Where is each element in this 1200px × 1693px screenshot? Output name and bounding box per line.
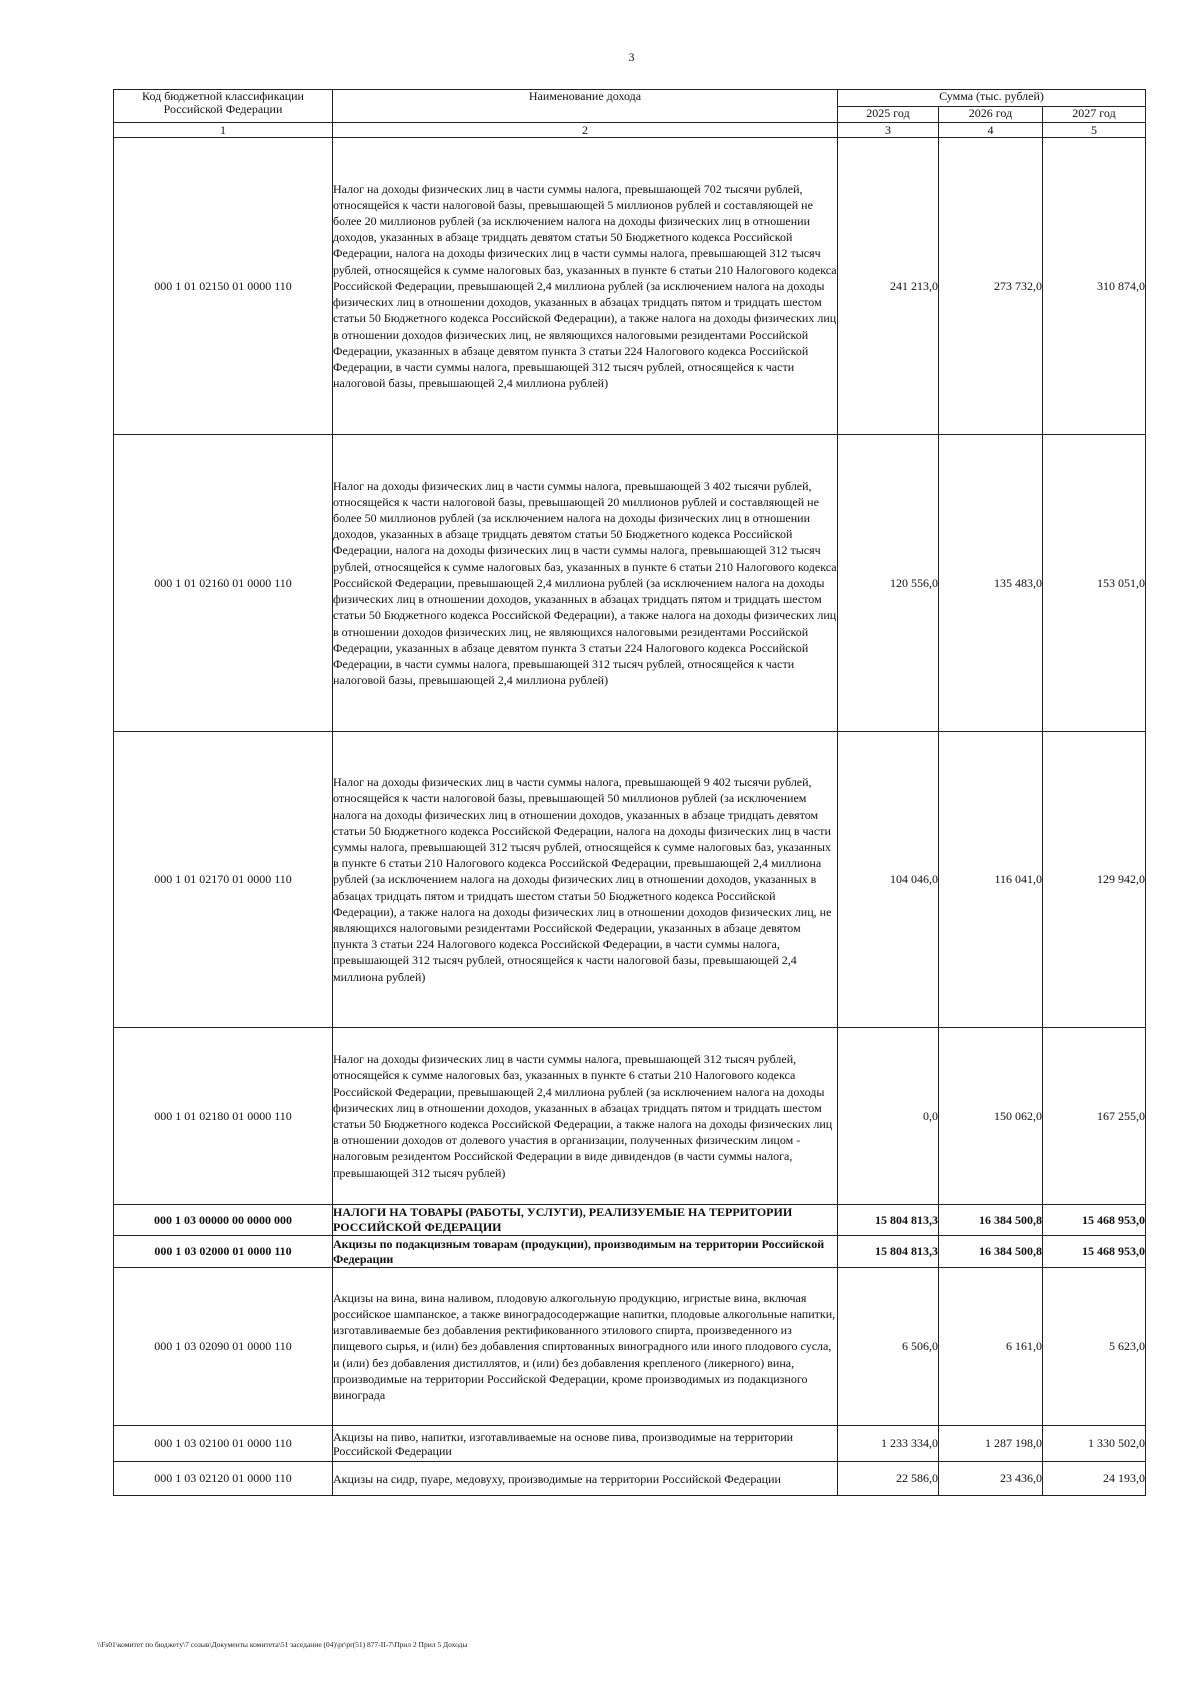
table-row — [114, 1205, 1146, 1236]
row-amount-2027: 1 330 502,0 — [1043, 1426, 1146, 1462]
table-row — [114, 732, 1146, 1028]
footer-file-path: \\Fs01\комитет по бюджету\7 созыв\Документы комитета\51 заседание (04)\pr\pr(51) 877-II-7\Прил 2 Прил 5 Доходы — [97, 1640, 468, 1649]
header-year-2025: 2025 год — [838, 106, 939, 123]
header-year-2026: 2026 год — [939, 106, 1043, 123]
row-amount-2025: 241 213,0 — [838, 138, 939, 435]
row-amount-2027: 129 942,0 — [1043, 732, 1146, 1028]
header-code: Код бюджетной классификации Российской Федерации — [114, 90, 333, 123]
header-sum-group: Сумма (тыс. рублей) — [838, 90, 1146, 107]
column-number-3: 3 — [838, 123, 939, 138]
row-code: 000 1 01 02160 01 0000 110 — [114, 435, 333, 732]
row-name: Акцизы на пиво, напитки, изготавливаемые на основе пива, производимые на территории Российской Федерации — [333, 1426, 838, 1462]
row-name: Акцизы на вина, вина наливом, плодовую алкогольную продукцию, игристые вина, включая российское шампанское, а также виноградосодержащие напитки, плодовые алкогольные напитки, изготавливаемые без добавления ректификованного этилового спирта, произведенного из пищевого сырья, и (или) без добавления спиртованных виноградного или иного плодового сусла, и (или) без добавления дистиллятов, и (или) без добавления крепленого (ликерного) вина, производимые на территории Российской Федерации, кроме производимых из подакцизного винограда — [333, 1268, 838, 1426]
row-code: 000 1 03 00000 00 0000 000 — [114, 1205, 333, 1236]
row-amount-2026: 16 384 500,8 — [939, 1236, 1043, 1268]
header-name: Наименование дохода — [333, 90, 838, 123]
header-year-2027: 2027 год — [1043, 106, 1146, 123]
row-amount-2025: 120 556,0 — [838, 435, 939, 732]
row-name: Налог на доходы физических лиц в части суммы налога, превышающей 3 402 тысячи рублей, относящейся к части налоговой базы, превышающей 20 миллионов рублей и составляющей не более 50 миллионов рублей (за исключением налога на доходы физических лиц в отношении доходов, указанных в абзаце тридцать девятом статьи 50 Бюджетного кодекса Российской Федерации, налога на доходы физических лиц в части суммы налога, превышающей 312 тысяч рублей, относящейся к сумме налоговых баз, указанных в пункте 6 статьи 210 Налогового кодекса Российской Федерации, превышающей 2,4 миллиона рублей (за исключением налога на доходы физических лиц в отношении доходов, указанных в абзацах тридцать пятом и тридцать шестом статьи 50 Бюджетного кодекса Российской Федерации), а также налога на доходы физических лиц в отношении доходов физических лиц, не являющихся налоговыми резидентами Российской Федерации, указанных в абзаце девятом пункта 3 статьи 224 Налогового кодекса Российской Федерации, в части суммы налога, превышающей 312 тысяч рублей, относящейся к части налоговой базы, превышающей 2,4 миллиона рублей) — [333, 435, 838, 732]
budget-revenue-table — [113, 89, 1146, 1496]
row-amount-2027: 15 468 953,0 — [1043, 1205, 1146, 1236]
row-amount-2025: 22 586,0 — [838, 1462, 939, 1496]
row-amount-2026: 23 436,0 — [939, 1462, 1043, 1496]
table-row — [114, 1028, 1146, 1205]
column-number-row — [114, 123, 1146, 138]
column-number-1: 1 — [114, 123, 333, 138]
column-number-2: 2 — [333, 123, 838, 138]
row-name: Налог на доходы физических лиц в части суммы налога, превышающей 702 тысячи рублей, относящейся к части налоговой базы, превышающей 5 миллионов рублей и составляющей не более 20 миллионов рублей (за исключением налога на доходы физических лиц в отношении доходов, указанных в абзаце тридцать девятом статьи 50 Бюджетного кодекса Российской Федерации, налога на доходы физических лиц в части суммы налога, превышающей 312 тысяч рублей, относящейся к сумме налоговых баз, указанных в пункте 6 статьи 210 Налогового кодекса Российской Федерации, превышающей 2,4 миллиона рублей (за исключением налога на доходы физических лиц в отношении доходов, указанных в абзацах тридцать пятом и тридцать шестом статьи 50 Бюджетного кодекса Российской Федерации), а также налога на доходы физических лиц в отношении доходов физических лиц, не являющихся налоговыми резидентами Российской Федерации, указанных в абзаце девятом пункта 3 статьи 224 Налогового кодекса Российской Федерации, в части суммы налога, превышающей 312 тысяч рублей, относящейся к части налоговой базы, превышающей 2,4 миллиона рублей) — [333, 138, 838, 435]
row-amount-2026: 135 483,0 — [939, 435, 1043, 732]
row-amount-2027: 24 193,0 — [1043, 1462, 1146, 1496]
row-code: 000 1 03 02000 01 0000 110 — [114, 1236, 333, 1268]
row-amount-2027: 15 468 953,0 — [1043, 1236, 1146, 1268]
table-row — [114, 435, 1146, 732]
row-amount-2027: 167 255,0 — [1043, 1028, 1146, 1205]
row-amount-2027: 5 623,0 — [1043, 1268, 1146, 1426]
row-amount-2025: 15 804 813,3 — [838, 1205, 939, 1236]
column-number-5: 5 — [1043, 123, 1146, 138]
row-code: 000 1 01 02170 01 0000 110 — [114, 732, 333, 1028]
row-code: 000 1 01 02180 01 0000 110 — [114, 1028, 333, 1205]
row-code: 000 1 03 02100 01 0000 110 — [114, 1426, 333, 1462]
row-name: Налог на доходы физических лиц в части суммы налога, превышающей 9 402 тысячи рублей, относящейся к части налоговой базы, превышающей 50 миллионов рублей (за исключением налога на доходы физических лиц в отношении доходов, указанных в абзаце тридцать девятом статьи 50 Бюджетного кодекса Российской Федерации, налога на доходы физических лиц в части суммы налога, превышающей 312 тысяч рублей, относящейся к сумме налоговых баз, указанных в пункте 6 статьи 210 Налогового кодекса Российской Федерации, превышающей 2,4 миллиона рублей (за исключением налога на доходы физических лиц в отношении доходов, указанных в абзацах тридцать пятом и тридцать шестом статьи 50 Бюджетного кодекса Российской Федерации), а также налога на доходы физических лиц в отношении доходов физических лиц, не являющихся налоговыми резидентами Российской Федерации, указанных в абзаце девятом пункта 3 статьи 224 Налогового кодекса Российской Федерации, в части суммы налога, превышающей 312 тысяч рублей, относящейся к части налоговой базы, превышающей 2,4 миллиона рублей) — [333, 732, 838, 1028]
table-row — [114, 138, 1146, 435]
row-name: НАЛОГИ НА ТОВАРЫ (РАБОТЫ, УСЛУГИ), РЕАЛИЗУЕМЫЕ НА ТЕРРИТОРИИ РОССИЙСКОЙ ФЕДЕРАЦИИ — [333, 1205, 838, 1236]
row-amount-2025: 0,0 — [838, 1028, 939, 1205]
row-amount-2025: 104 046,0 — [838, 732, 939, 1028]
column-number-4: 4 — [939, 123, 1043, 138]
row-amount-2026: 6 161,0 — [939, 1268, 1043, 1426]
row-amount-2026: 116 041,0 — [939, 732, 1043, 1028]
row-amount-2027: 153 051,0 — [1043, 435, 1146, 732]
row-amount-2026: 273 732,0 — [939, 138, 1043, 435]
row-amount-2025: 15 804 813,3 — [838, 1236, 939, 1268]
row-code: 000 1 01 02150 01 0000 110 — [114, 138, 333, 435]
row-amount-2025: 1 233 334,0 — [838, 1426, 939, 1462]
table-header-row — [114, 90, 1146, 107]
table-row — [114, 1426, 1146, 1462]
row-amount-2026: 16 384 500,8 — [939, 1205, 1043, 1236]
page-number: 3 — [628, 50, 635, 64]
table-row — [114, 1236, 1146, 1268]
row-name: Акцизы по подакцизным товарам (продукции), производимым на территории Российской Федерации — [333, 1236, 838, 1268]
row-name: Акцизы на сидр, пуаре, медовуху, производимые на территории Российской Федерации — [333, 1462, 838, 1496]
row-name: Налог на доходы физических лиц в части суммы налога, превышающей 312 тысяч рублей, относящейся к сумме налоговых баз, указанных в пункте 6 статьи 210 Налогового кодекса Российской Федерации, превышающей 2,4 миллиона рублей (за исключением налога на доходы физических лиц в отношении доходов, указанных в абзацах тридцать пятом и тридцать шестом статьи 50 Бюджетного кодекса Российской Федерации, а также налога на доходы физических лиц в отношении доходов от долевого участия в организации, полученных физическим лицом - налоговым резидентом Российской Федерации в виде дивидендов (в части суммы налога, превышающей 312 тысяч рублей) — [333, 1028, 838, 1205]
table-row — [114, 1268, 1146, 1426]
row-amount-2026: 1 287 198,0 — [939, 1426, 1043, 1462]
row-amount-2027: 310 874,0 — [1043, 138, 1146, 435]
table-row — [114, 1462, 1146, 1496]
row-code: 000 1 03 02090 01 0000 110 — [114, 1268, 333, 1426]
row-amount-2025: 6 506,0 — [838, 1268, 939, 1426]
row-amount-2026: 150 062,0 — [939, 1028, 1043, 1205]
row-code: 000 1 03 02120 01 0000 110 — [114, 1462, 333, 1496]
